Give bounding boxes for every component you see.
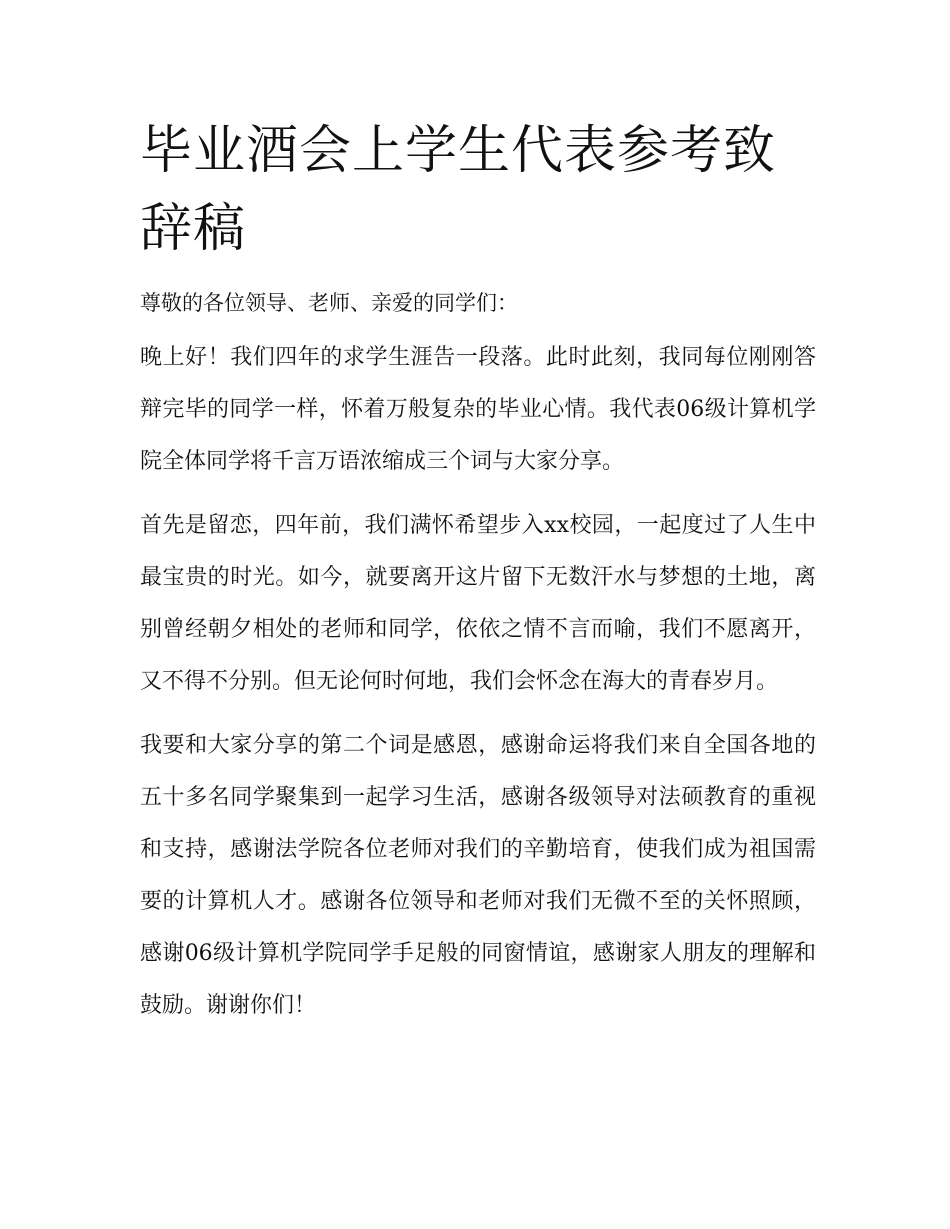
document-body <box>140 112 816 1032</box>
paragraph-nostalgia: 首先是留恋，四年前，我们满怀希望步入xx校园，一起度过了人生中最宝贵的时光。如今，就要离开这片留下无数汗水与梦想的土地，离别曾经朝夕相处的老师和同学，依依之情不言而喻，我们不愿离开，又不得不分别。但无论何时何地，我们会怀念在海大的青春岁月。 <box>140 513 816 694</box>
paragraph-gratitude: 我要和大家分享的第二个词是感恩，感谢命运将我们来自全国各地的五十多名同学聚集到一起学习生活，感谢各级领导对法硕教育的重视和支持，感谢法学院各位老师对我们的辛勤培育，使我们成为祖国需要的计算机人才。感谢各位领导和老师对我们无微不至的关怀照顾，感谢06级计算机学院同学手足般的同窗情谊，感谢家人朋友的理解和鼓励。谢谢你们！ <box>140 733 816 1018</box>
paragraph-greeting: 晚上好！我们四年的求学生涯告一段落。此时此刻，我同每位刚刚答辩完毕的同学一样，怀着万般复杂的毕业心情。我代表06级计算机学院全体同学将千言万语浓缩成三个词与大家分享。 <box>140 345 816 474</box>
document-title: 毕业酒会上学生代表参考致辞稿 <box>140 121 777 259</box>
salutation: 尊敬的各位领导、老师、亲爱的同学们： <box>140 291 518 315</box>
